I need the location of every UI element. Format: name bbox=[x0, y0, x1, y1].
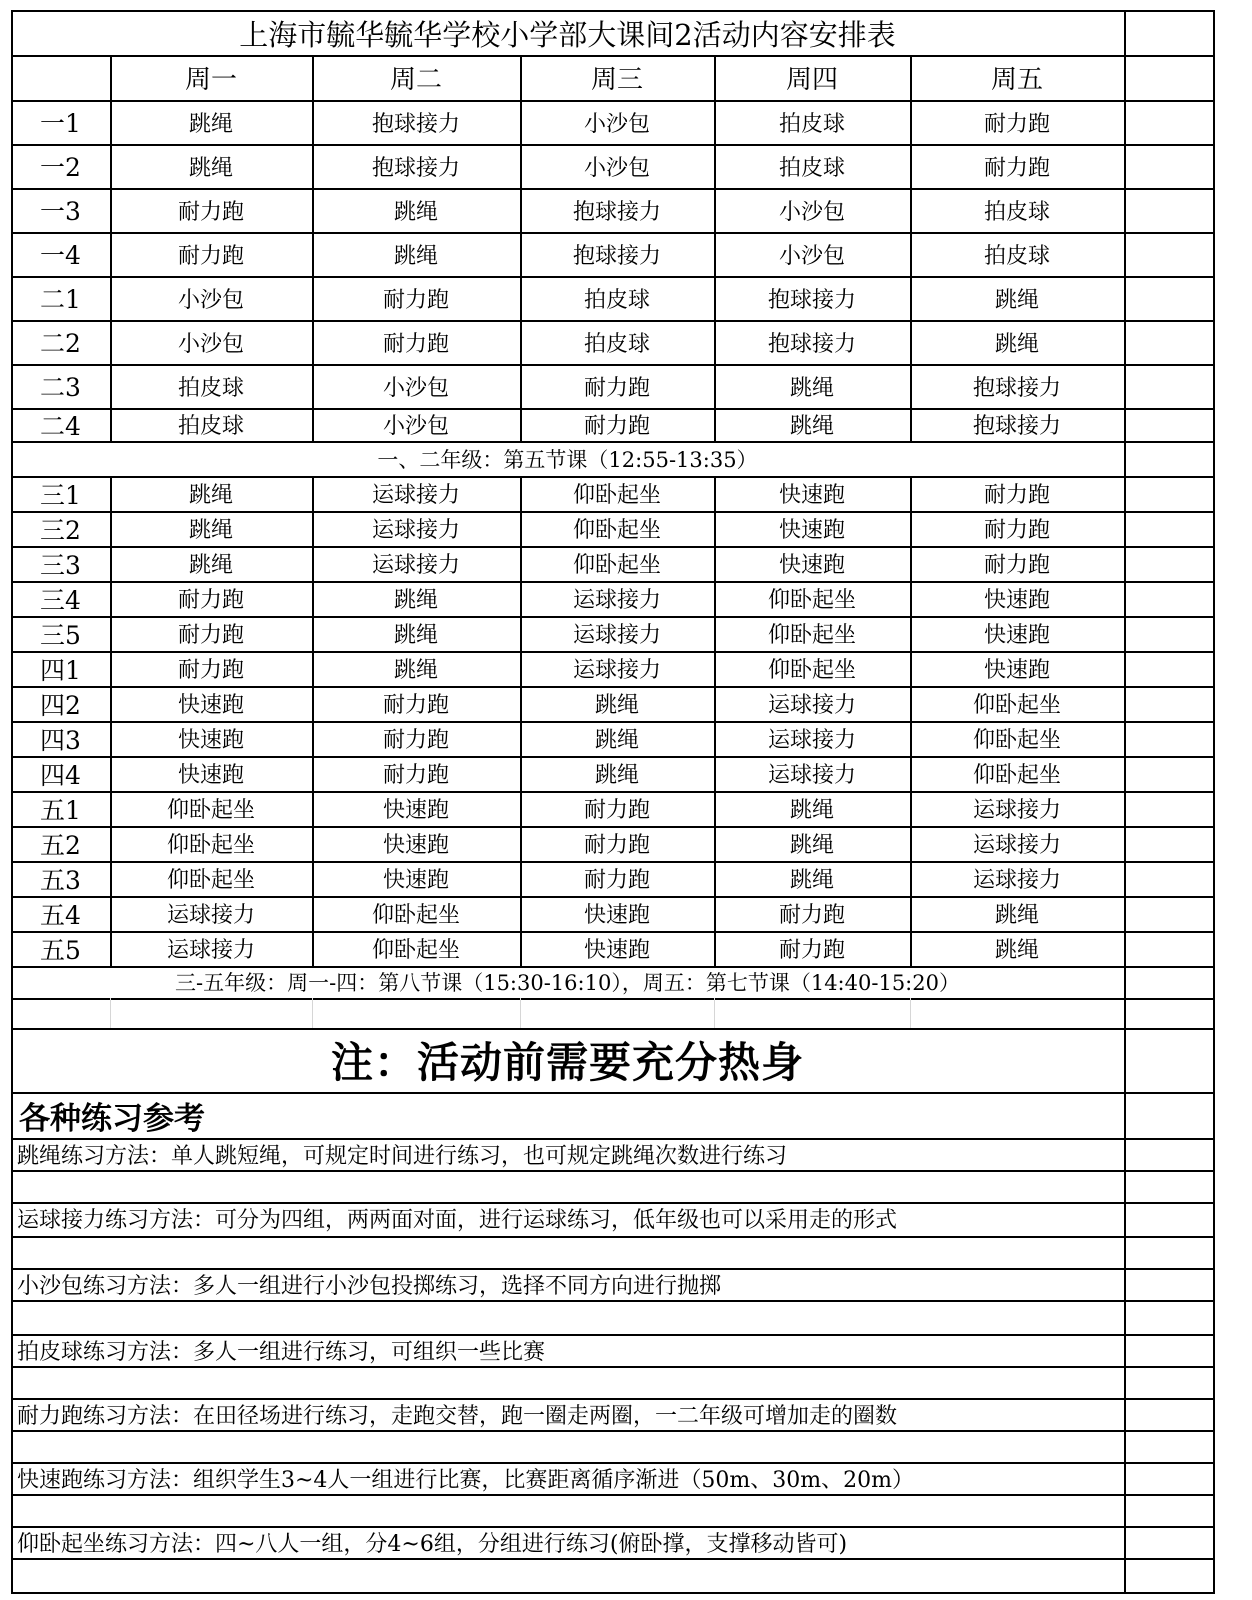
class-label: 五4 bbox=[40, 900, 81, 930]
grid-line-horizontal bbox=[11, 1268, 1215, 1270]
activity-cell: 耐力跑 bbox=[177, 658, 244, 683]
method-text: 运球接力练习方法：可分为四组，两两面对面，进行运球练习，低年级也可以采用走的形式 bbox=[17, 1207, 898, 1233]
activity-cell: 快速跑 bbox=[778, 518, 845, 543]
activity-cell: 抱球接力 bbox=[371, 155, 460, 181]
activity-cell: 快速跑 bbox=[778, 483, 845, 508]
grid-line-horizontal bbox=[11, 966, 1215, 968]
activity-cell: 跳绳 bbox=[188, 155, 233, 181]
activity-cell: 耐力跑 bbox=[583, 868, 650, 893]
activity-cell: 耐力跑 bbox=[983, 155, 1050, 181]
activity-cell: 快速跑 bbox=[382, 833, 449, 858]
grid-line-horizontal bbox=[11, 511, 1215, 513]
activity-cell: 耐力跑 bbox=[583, 833, 650, 858]
method-text: 仰卧起坐练习方法：四~八人一组，分4~6组，分组进行练习(俯卧撑，支撑移动皆可) bbox=[17, 1531, 848, 1557]
activity-cell: 跳绳 bbox=[393, 658, 438, 683]
activity-cell: 拍皮球 bbox=[583, 331, 650, 357]
activity-cell: 小沙包 bbox=[778, 199, 845, 225]
activity-cell: 快速跑 bbox=[983, 588, 1050, 613]
activity-cell: 耐力跑 bbox=[382, 331, 449, 357]
activity-cell: 耐力跑 bbox=[382, 763, 449, 788]
activity-cell: 跳绳 bbox=[994, 287, 1039, 313]
class-label: 五5 bbox=[40, 935, 81, 965]
grid-line-horizontal bbox=[11, 476, 1215, 478]
activity-cell: 跳绳 bbox=[789, 798, 834, 823]
activity-cell: 跳绳 bbox=[994, 903, 1039, 928]
class-label: 四1 bbox=[40, 655, 81, 685]
activity-cell: 拍皮球 bbox=[177, 414, 244, 439]
grid-line-horizontal bbox=[11, 276, 1215, 278]
grid-line-horizontal bbox=[11, 1300, 1215, 1302]
class-label: 五3 bbox=[40, 865, 81, 895]
activity-cell: 抱球接力 bbox=[972, 414, 1061, 439]
activity-cell: 运球接力 bbox=[767, 763, 856, 788]
grid-line-horizontal bbox=[11, 1138, 1215, 1140]
class-label: 一3 bbox=[40, 197, 81, 226]
activity-cell: 运球接力 bbox=[767, 728, 856, 753]
grid-line-horizontal bbox=[11, 581, 1215, 583]
grid-line-horizontal bbox=[11, 144, 1215, 146]
class-label: 一1 bbox=[40, 109, 81, 138]
grid-line-horizontal bbox=[11, 896, 1215, 898]
class-label: 一2 bbox=[40, 153, 81, 182]
activity-cell: 耐力跑 bbox=[382, 693, 449, 718]
activity-cell: 仰卧起坐 bbox=[572, 553, 661, 578]
activity-cell: 仰卧起坐 bbox=[166, 798, 255, 823]
activity-cell: 运球接力 bbox=[972, 833, 1061, 858]
method-text: 耐力跑练习方法：在田径场进行练习，走跑交替，跑一圈走两圈，一二年级可增加走的圈数 bbox=[17, 1403, 898, 1429]
grid-line-horizontal bbox=[11, 1430, 1215, 1432]
activity-cell: 耐力跑 bbox=[177, 588, 244, 613]
activity-cell: 运球接力 bbox=[371, 483, 460, 508]
activity-cell: 仰卧起坐 bbox=[572, 483, 661, 508]
method-text: 小沙包练习方法：多人一组进行小沙包投掷练习，选择不同方向进行抛掷 bbox=[17, 1273, 722, 1299]
class-label: 二1 bbox=[40, 285, 81, 314]
activity-cell: 抱球接力 bbox=[767, 331, 856, 357]
activity-cell: 运球接力 bbox=[572, 658, 661, 683]
grid-line-horizontal bbox=[11, 1494, 1215, 1496]
grid-line-horizontal bbox=[11, 100, 1215, 102]
class-label: 二3 bbox=[40, 373, 81, 402]
activity-cell: 拍皮球 bbox=[583, 287, 650, 313]
activity-cell: 小沙包 bbox=[177, 287, 244, 313]
grid-line-horizontal bbox=[11, 791, 1215, 793]
day-header: 周三 bbox=[590, 65, 643, 95]
activity-cell: 小沙包 bbox=[382, 375, 449, 401]
activity-cell: 快速跑 bbox=[177, 763, 244, 788]
activity-cell: 耐力跑 bbox=[983, 518, 1050, 543]
activity-cell: 跳绳 bbox=[393, 588, 438, 613]
activity-cell: 耐力跑 bbox=[983, 553, 1050, 578]
activity-cell: 快速跑 bbox=[983, 623, 1050, 648]
class-label: 二2 bbox=[40, 329, 81, 358]
grid-line-faint bbox=[110, 998, 111, 1028]
activity-cell: 快速跑 bbox=[382, 798, 449, 823]
activity-cell: 抱球接力 bbox=[572, 199, 661, 225]
day-header: 周二 bbox=[389, 65, 442, 95]
class-label: 五2 bbox=[40, 830, 81, 860]
day-header: 周四 bbox=[785, 65, 838, 95]
grid-line-vertical bbox=[1124, 10, 1126, 1594]
grid-line-vertical bbox=[520, 55, 522, 441]
activity-cell: 耐力跑 bbox=[177, 623, 244, 648]
grid-line-horizontal bbox=[11, 1462, 1215, 1464]
method-text: 快速跑练习方法：组织学生3~4人一组进行比赛，比赛距离循序渐进（50m、30m、20m） bbox=[17, 1467, 914, 1493]
activity-cell: 仰卧起坐 bbox=[767, 588, 856, 613]
class-label: 三4 bbox=[40, 585, 81, 615]
activity-cell: 耐力跑 bbox=[177, 199, 244, 225]
activity-cell: 运球接力 bbox=[972, 798, 1061, 823]
method-text: 拍皮球练习方法：多人一组进行练习，可组织一些比赛 bbox=[17, 1339, 546, 1365]
grid-line-horizontal bbox=[11, 441, 1215, 443]
activity-cell: 运球接力 bbox=[572, 623, 661, 648]
grid-line-faint bbox=[910, 998, 911, 1028]
activity-cell: 跳绳 bbox=[188, 483, 233, 508]
activity-cell: 耐力跑 bbox=[778, 938, 845, 963]
class-label: 三3 bbox=[40, 550, 81, 580]
grid-line-horizontal bbox=[11, 408, 1215, 410]
grid-line-horizontal bbox=[11, 1526, 1215, 1528]
day-header: 周一 bbox=[184, 65, 237, 95]
activity-cell: 跳绳 bbox=[188, 111, 233, 137]
grid-line-horizontal bbox=[11, 686, 1215, 688]
grid-line-horizontal bbox=[11, 756, 1215, 758]
grid-line-horizontal bbox=[11, 998, 1215, 1000]
grid-line-horizontal bbox=[11, 320, 1215, 322]
activity-cell: 跳绳 bbox=[393, 243, 438, 269]
grid-line-horizontal bbox=[11, 826, 1215, 828]
activity-cell: 快速跑 bbox=[177, 728, 244, 753]
grid-line-horizontal bbox=[11, 1592, 1215, 1594]
activity-cell: 耐力跑 bbox=[382, 287, 449, 313]
activity-cell: 耐力跑 bbox=[583, 375, 650, 401]
activity-cell: 跳绳 bbox=[789, 375, 834, 401]
activity-cell: 仰卧起坐 bbox=[767, 658, 856, 683]
activity-cell: 跳绳 bbox=[789, 868, 834, 893]
class-label: 五1 bbox=[40, 795, 81, 825]
grid-line-horizontal bbox=[11, 1092, 1215, 1094]
upper-grade-time-note: 三-五年级：周一-四：第八节课（15:30-16:10），周五：第七节课（14:40-15:20） bbox=[175, 971, 960, 995]
grid-line-horizontal bbox=[11, 931, 1215, 933]
activity-cell: 抱球接力 bbox=[767, 287, 856, 313]
reference-title: 各种练习参考 bbox=[19, 1100, 205, 1137]
activity-cell: 仰卧起坐 bbox=[166, 833, 255, 858]
grid-line-horizontal bbox=[11, 10, 1215, 12]
activity-cell: 抱球接力 bbox=[972, 375, 1061, 401]
grid-line-horizontal bbox=[11, 1334, 1215, 1336]
activity-cell: 耐力跑 bbox=[983, 483, 1050, 508]
grid-line-horizontal bbox=[11, 1558, 1215, 1560]
activity-cell: 抱球接力 bbox=[572, 243, 661, 269]
grid-line-vertical bbox=[312, 55, 314, 441]
grid-line-horizontal bbox=[11, 1028, 1215, 1030]
activity-cell: 拍皮球 bbox=[778, 155, 845, 181]
activity-cell: 跳绳 bbox=[393, 623, 438, 648]
activity-cell: 小沙包 bbox=[583, 111, 650, 137]
activity-cell: 仰卧起坐 bbox=[371, 903, 460, 928]
sheet-title: 上海市毓华毓华学校小学部大课间2活动内容安排表 bbox=[239, 17, 896, 52]
activity-cell: 运球接力 bbox=[972, 868, 1061, 893]
activity-cell: 拍皮球 bbox=[177, 375, 244, 401]
activity-cell: 快速跑 bbox=[583, 938, 650, 963]
activity-cell: 小沙包 bbox=[177, 331, 244, 357]
grid-line-vertical bbox=[520, 476, 522, 966]
activity-cell: 快速跑 bbox=[983, 658, 1050, 683]
activity-cell: 耐力跑 bbox=[177, 243, 244, 269]
activity-cell: 快速跑 bbox=[382, 868, 449, 893]
activity-cell: 耐力跑 bbox=[778, 903, 845, 928]
warmup-note: 注：活动前需要充分热身 bbox=[330, 1038, 804, 1087]
grid-line-faint bbox=[520, 998, 521, 1028]
grid-line-vertical bbox=[110, 476, 112, 966]
activity-cell: 运球接力 bbox=[166, 903, 255, 928]
activity-cell: 拍皮球 bbox=[983, 199, 1050, 225]
grid-line-horizontal bbox=[11, 364, 1215, 366]
grid-line-horizontal bbox=[11, 1202, 1215, 1204]
class-label: 四2 bbox=[40, 690, 81, 720]
activity-cell: 跳绳 bbox=[393, 199, 438, 225]
activity-cell: 小沙包 bbox=[778, 243, 845, 269]
activity-cell: 仰卧起坐 bbox=[371, 938, 460, 963]
day-header: 周五 bbox=[990, 65, 1043, 95]
class-label: 三5 bbox=[40, 620, 81, 650]
activity-cell: 仰卧起坐 bbox=[972, 693, 1061, 718]
activity-cell: 运球接力 bbox=[371, 553, 460, 578]
activity-cell: 仰卧起坐 bbox=[767, 623, 856, 648]
grid-line-horizontal bbox=[11, 188, 1215, 190]
grid-line-horizontal bbox=[11, 1170, 1215, 1172]
grid-line-horizontal bbox=[11, 721, 1215, 723]
activity-cell: 抱球接力 bbox=[371, 111, 460, 137]
activity-cell: 运球接力 bbox=[767, 693, 856, 718]
grid-line-horizontal bbox=[11, 861, 1215, 863]
activity-cell: 耐力跑 bbox=[382, 728, 449, 753]
activity-cell: 跳绳 bbox=[594, 763, 639, 788]
class-label: 一4 bbox=[40, 241, 81, 270]
activity-cell: 跳绳 bbox=[789, 414, 834, 439]
activity-cell: 运球接力 bbox=[166, 938, 255, 963]
activity-cell: 跳绳 bbox=[994, 938, 1039, 963]
class-label: 三1 bbox=[40, 480, 81, 510]
activity-cell: 跳绳 bbox=[594, 693, 639, 718]
grid-line-vertical bbox=[714, 476, 716, 966]
grid-line-vertical bbox=[110, 55, 112, 441]
activity-cell: 小沙包 bbox=[583, 155, 650, 181]
grid-line-vertical bbox=[312, 476, 314, 966]
grid-line-faint bbox=[714, 998, 715, 1028]
activity-cell: 耐力跑 bbox=[583, 798, 650, 823]
activity-cell: 耐力跑 bbox=[583, 414, 650, 439]
activity-cell: 拍皮球 bbox=[778, 111, 845, 137]
activity-cell: 耐力跑 bbox=[983, 111, 1050, 137]
class-label: 三2 bbox=[40, 515, 81, 545]
activity-cell: 快速跑 bbox=[583, 903, 650, 928]
grid-line-horizontal bbox=[11, 1366, 1215, 1368]
grid-line-horizontal bbox=[11, 1236, 1215, 1238]
grid-line-faint bbox=[312, 998, 313, 1028]
grid-line-vertical bbox=[910, 55, 912, 441]
activity-cell: 仰卧起坐 bbox=[166, 868, 255, 893]
grid-line-vertical bbox=[1213, 10, 1215, 1594]
grid-line-horizontal bbox=[11, 616, 1215, 618]
activity-cell: 仰卧起坐 bbox=[572, 518, 661, 543]
activity-cell: 快速跑 bbox=[177, 693, 244, 718]
grid-line-horizontal bbox=[11, 651, 1215, 653]
grid-line-horizontal bbox=[11, 1398, 1215, 1400]
activity-cell: 拍皮球 bbox=[983, 243, 1050, 269]
activity-cell: 快速跑 bbox=[778, 553, 845, 578]
grid-line-vertical bbox=[11, 10, 13, 1594]
activity-cell: 跳绳 bbox=[594, 728, 639, 753]
lower-grade-time-note: 一、二年级：第五节课（12:55-13:35） bbox=[377, 447, 758, 472]
grid-line-vertical bbox=[714, 55, 716, 441]
grid-line-horizontal bbox=[11, 55, 1215, 57]
class-label: 四4 bbox=[40, 760, 81, 790]
activity-cell: 跳绳 bbox=[994, 331, 1039, 357]
method-text: 跳绳练习方法：单人跳短绳，可规定时间进行练习，也可规定跳绳次数进行练习 bbox=[17, 1143, 788, 1169]
class-label: 四3 bbox=[40, 725, 81, 755]
activity-cell: 跳绳 bbox=[188, 518, 233, 543]
activity-cell: 小沙包 bbox=[382, 414, 449, 439]
activity-cell: 仰卧起坐 bbox=[972, 763, 1061, 788]
activity-cell: 跳绳 bbox=[188, 553, 233, 578]
activity-cell: 跳绳 bbox=[789, 833, 834, 858]
activity-cell: 运球接力 bbox=[371, 518, 460, 543]
activity-cell: 运球接力 bbox=[572, 588, 661, 613]
activity-cell: 仰卧起坐 bbox=[972, 728, 1061, 753]
grid-line-horizontal bbox=[11, 232, 1215, 234]
grid-line-vertical bbox=[910, 476, 912, 966]
class-label: 二4 bbox=[40, 411, 81, 441]
grid-line-horizontal bbox=[11, 546, 1215, 548]
